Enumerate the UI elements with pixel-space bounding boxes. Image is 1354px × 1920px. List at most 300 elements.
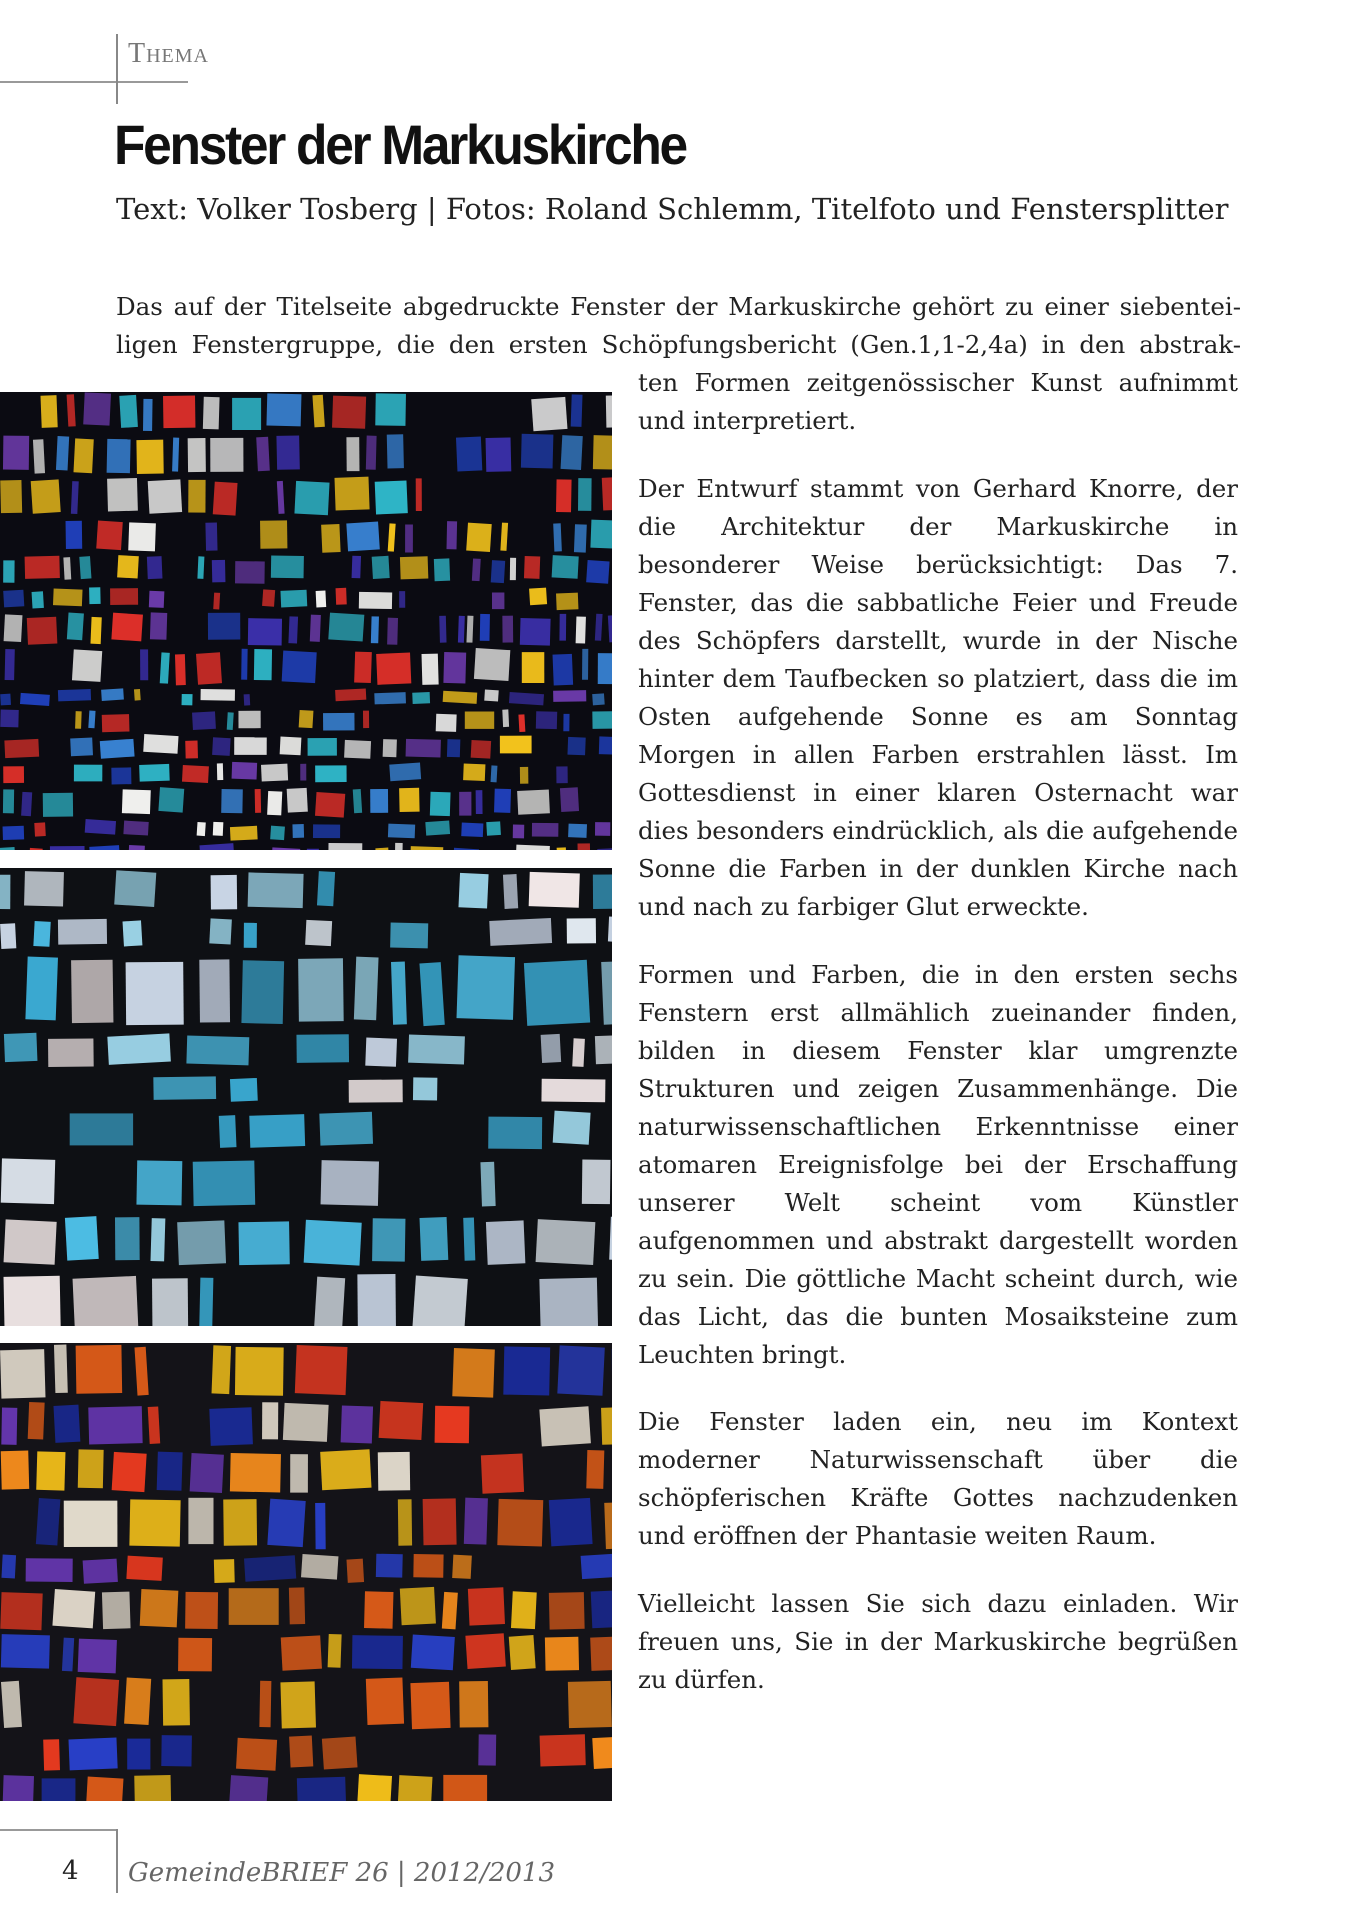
- glass-tile: [32, 591, 44, 608]
- glass-tile: [541, 1079, 605, 1102]
- glass-tile: [158, 787, 184, 812]
- glass-tile: [36, 1498, 61, 1546]
- glass-tile: [480, 1162, 495, 1207]
- glass-tile: [488, 1117, 542, 1149]
- glass-tile: [185, 741, 198, 759]
- glass-tile: [262, 1402, 278, 1439]
- glass-tile: [559, 614, 566, 641]
- glass-tile: [58, 689, 91, 701]
- glass-tile: [197, 822, 206, 836]
- glass-tile: [128, 522, 156, 551]
- glass-tile: [439, 616, 446, 643]
- glass-tile: [434, 558, 450, 581]
- glass-tile: [3, 590, 24, 608]
- glass-tile: [34, 822, 45, 836]
- glass-tile: [78, 1449, 104, 1488]
- glass-tile: [208, 613, 240, 640]
- glass-tile: [387, 618, 398, 645]
- glass-tile: [24, 871, 64, 906]
- glass-tile: [359, 592, 392, 609]
- glass-tile: [502, 616, 513, 643]
- glass-tile: [182, 765, 209, 783]
- glass-tile: [287, 788, 308, 813]
- glass-tile: [152, 1278, 188, 1326]
- glass-tile: [298, 958, 344, 1021]
- glass-tile: [53, 589, 83, 607]
- glass-tile: [0, 875, 10, 909]
- glass-tile: [595, 1034, 612, 1064]
- glass-tile: [79, 556, 91, 579]
- glass-tile: [119, 395, 138, 428]
- glass-tile: [305, 920, 332, 946]
- glass-tile: [545, 1637, 579, 1671]
- glass-tile: [321, 1160, 379, 1206]
- glass-tile: [591, 1590, 612, 1628]
- glass-tile: [232, 762, 258, 780]
- glass-tile: [574, 524, 587, 552]
- paragraph-5: Vielleicht lassen Sie sich dazu einladen. Wir freuen uns, Sie in der Markuskirche begrüßen zu dürfen.: [638, 1589, 1238, 1694]
- glass-tile: [357, 1274, 396, 1326]
- glass-tile: [140, 1589, 179, 1627]
- glass-tile: [292, 824, 304, 838]
- glass-tile: [435, 1406, 470, 1444]
- glass-tile: [143, 734, 178, 754]
- glass-tile: [412, 1276, 468, 1326]
- glass-tile: [3, 436, 29, 470]
- glass-tile: [280, 737, 302, 756]
- glass-tile: [561, 435, 583, 470]
- glass-tile: [223, 1499, 257, 1546]
- glass-tile: [352, 556, 361, 579]
- glass-tile: [122, 789, 151, 814]
- glass-tile: [553, 690, 586, 702]
- glass-tile: [136, 1160, 182, 1205]
- glass-tile: [63, 557, 71, 580]
- glass-tile: [497, 1499, 543, 1547]
- glass-tile: [353, 789, 362, 813]
- glass-tile: [199, 1278, 213, 1326]
- glass-tile: [3, 560, 14, 582]
- glass-tile: [281, 1635, 322, 1670]
- glass-tile: [308, 738, 337, 756]
- glass-tile: [238, 711, 260, 728]
- glass-tile: [102, 1592, 131, 1630]
- glass-tile: [459, 792, 471, 816]
- glass-tile: [71, 960, 113, 1023]
- glass-tile: [472, 558, 481, 581]
- glass-tile: [568, 1681, 612, 1728]
- glass-tile: [90, 617, 101, 644]
- glass-tile: [346, 1559, 364, 1583]
- glass-tile: [452, 1348, 495, 1398]
- glass-tile: [335, 688, 366, 701]
- glass-tile: [387, 434, 404, 468]
- glass-tile: [371, 616, 379, 643]
- glass-tile: [406, 739, 441, 758]
- glass-tile: [96, 521, 123, 551]
- glass-tile: [370, 789, 388, 813]
- glass-tile: [161, 1735, 192, 1766]
- glass-tile: [388, 824, 415, 839]
- glass-tile: [64, 1501, 118, 1547]
- glass-tile: [4, 1033, 38, 1062]
- glass-tile: [425, 820, 450, 835]
- glass-tile: [157, 1452, 183, 1491]
- glass-tile: [72, 649, 102, 682]
- glass-tile: [42, 1778, 76, 1801]
- paragraph-3: Formen und Farben, die in den ersten sechs Fenstern erst allmählich zueinander finden, bilden in diesem Fenster klar umgrenzte Strukturen und zeigen Zusammenhänge. Die naturwissenschaftlichen Erkenntnisse einer atomaren Ereignisfolge bei der Erschaffung unserer Welt scheint vom Künstler aufgenommen und abstrakt dargestellt worden zu sein. Die göttliche Macht scheint durch, wie das Licht, das die bunten Mosaiksteine zum Leuchten bringt.: [638, 960, 1238, 1369]
- glass-tile: [53, 1405, 80, 1443]
- glass-tile: [578, 478, 592, 511]
- glass-tile: [363, 711, 369, 728]
- glass-tile: [188, 438, 206, 472]
- glass-tile: [43, 793, 73, 817]
- glass-tile: [395, 843, 403, 850]
- glass-tile: [572, 1038, 585, 1067]
- paragraph-4: Die Fenster laden ein, neu im Kontext moderner Naturwissenschaft über die schöpferischen Kräfte Gottes nachzudenken und eröffnen der Phantasie weiten Raum.: [638, 1407, 1238, 1550]
- glass-tile: [140, 649, 148, 680]
- glass-tile: [110, 588, 138, 605]
- glass-tile: [188, 480, 205, 513]
- glass-tile: [270, 826, 285, 840]
- glass-tile: [301, 1554, 338, 1580]
- glass-tile: [102, 714, 130, 732]
- glass-tile: [299, 710, 314, 728]
- glass-tile: [549, 1498, 593, 1547]
- glass-tile: [235, 561, 265, 584]
- glass-tile: [266, 393, 301, 426]
- glass-tile: [471, 740, 491, 759]
- glass-tile: [474, 648, 510, 681]
- glass-tile: [70, 738, 93, 757]
- glass-tile: [586, 1450, 604, 1489]
- header-rule: [0, 81, 188, 83]
- glass-tile: [295, 1345, 348, 1395]
- glass-tile: [107, 478, 138, 512]
- glass-tile: [85, 1777, 124, 1801]
- glass-tile: [282, 651, 317, 684]
- glass-tile: [346, 521, 379, 551]
- glass-tile: [4, 614, 23, 642]
- glass-tile: [412, 692, 430, 704]
- glass-tile: [436, 714, 457, 732]
- glass-tile: [486, 1220, 525, 1264]
- glass-tile: [217, 763, 223, 780]
- glass-tile: [468, 1587, 505, 1625]
- glass-tile: [193, 1161, 256, 1207]
- glass-tile: [0, 694, 11, 706]
- glass-tile: [58, 919, 107, 945]
- glass-tile: [356, 1774, 392, 1801]
- glass-tile: [481, 1454, 524, 1494]
- glass-tile: [4, 1276, 61, 1326]
- mosaic-image-3: [0, 1343, 612, 1801]
- glass-tile: [83, 1559, 118, 1584]
- glass-tile: [372, 556, 390, 579]
- glass-tile: [536, 711, 557, 729]
- glass-tile: [65, 1216, 99, 1261]
- glass-tile: [372, 1218, 405, 1261]
- glass-tile: [313, 824, 340, 838]
- glass-tile: [147, 556, 163, 579]
- glass-tile: [408, 1035, 465, 1065]
- glass-tile: [352, 1635, 403, 1669]
- glass-tile: [112, 1452, 147, 1492]
- glass-tile: [383, 739, 397, 757]
- glass-tile: [524, 556, 540, 579]
- glass-tile: [5, 649, 15, 680]
- glass-tile: [491, 765, 498, 782]
- glass-tile: [214, 1559, 235, 1583]
- glass-tile: [241, 649, 247, 680]
- glass-tile: [354, 652, 372, 683]
- glass-tile: [162, 1679, 189, 1726]
- glass-tile: [100, 739, 135, 759]
- glass-tile: [68, 1738, 117, 1771]
- glass-tile: [1, 1408, 17, 1445]
- glass-tile: [592, 711, 612, 729]
- glass-tile: [349, 1080, 403, 1103]
- glass-tile: [219, 1115, 237, 1148]
- glass-tile: [211, 875, 238, 910]
- glass-tile: [419, 1217, 448, 1261]
- glass-tile: [442, 1592, 458, 1630]
- glass-tile: [322, 1736, 358, 1769]
- glass-tile: [457, 955, 516, 1020]
- glass-tile: [376, 653, 411, 685]
- glass-tile: [553, 654, 574, 686]
- glass-tile: [568, 824, 587, 838]
- glass-tile: [459, 1681, 488, 1728]
- glass-tile: [513, 825, 525, 839]
- glass-tile: [88, 711, 95, 729]
- glass-tile: [379, 1401, 424, 1440]
- glass-tile: [76, 1345, 123, 1394]
- glass-tile: [31, 479, 61, 513]
- glass-tile: [556, 766, 568, 783]
- glass-tile: [212, 560, 226, 583]
- glass-tile: [70, 1113, 133, 1145]
- glass-tile: [1, 1554, 16, 1578]
- glass-tile: [227, 712, 234, 730]
- glass-tile: [260, 520, 287, 548]
- glass-tile: [576, 616, 586, 643]
- glass-tile: [465, 712, 494, 729]
- glass-tile: [0, 710, 19, 728]
- glass-tile: [494, 789, 511, 813]
- glass-tile: [111, 613, 143, 642]
- glass-tile: [606, 395, 612, 428]
- glass-tile: [582, 649, 588, 680]
- glass-tile: [123, 920, 143, 946]
- glass-tile: [43, 1739, 60, 1770]
- glass-tile: [364, 1591, 393, 1628]
- glass-tile: [316, 590, 327, 607]
- glass-tile: [107, 1033, 171, 1064]
- glass-tile: [54, 1345, 68, 1394]
- glass-tile: [592, 693, 605, 705]
- glass-tile: [466, 616, 473, 643]
- glass-tile: [127, 1739, 150, 1770]
- glass-tile: [0, 1349, 45, 1398]
- glass-tile: [73, 1276, 139, 1326]
- glass-tile: [261, 764, 288, 782]
- glass-tile: [399, 591, 405, 608]
- glass-tile: [520, 767, 529, 784]
- glass-tile: [85, 819, 116, 835]
- glass-tile: [567, 918, 596, 943]
- glass-tile: [48, 1038, 94, 1067]
- intro-continuation: ten Formen zeitgenössischer Kunst aufnimmt und interpretiert.: [638, 368, 1238, 435]
- glass-tile: [399, 788, 419, 812]
- glass-tile: [341, 1405, 373, 1443]
- glass-tile: [228, 1775, 269, 1801]
- glass-tile: [532, 823, 559, 837]
- glass-tile: [267, 791, 282, 815]
- publication-name: GemeindeBRIEF 26 | 2012/2013: [128, 1858, 555, 1888]
- glass-tile: [280, 590, 307, 608]
- glass-tile: [557, 1345, 605, 1395]
- glass-tile: [148, 1406, 160, 1444]
- glass-tile: [486, 437, 512, 471]
- glass-tile: [503, 874, 518, 909]
- glass-tile: [539, 1278, 598, 1326]
- glass-tile: [328, 1634, 342, 1668]
- glass-tile: [491, 560, 505, 583]
- glass-tile: [67, 612, 84, 640]
- glass-tile: [201, 689, 235, 701]
- glass-tile: [458, 616, 465, 643]
- glass-tile: [4, 739, 39, 758]
- glass-tile: [175, 654, 186, 685]
- glass-tile: [88, 1406, 142, 1444]
- glass-tile: [553, 523, 562, 551]
- glass-tile: [400, 556, 428, 579]
- glass-tile: [290, 1454, 308, 1492]
- glass-tile: [255, 789, 261, 813]
- glass-tile: [2, 1775, 34, 1801]
- glass-tile: [563, 714, 569, 731]
- glass-tile: [249, 1114, 305, 1148]
- glass-tile: [177, 1220, 226, 1265]
- glass-tile: [391, 962, 407, 1025]
- glass-tile: [539, 1406, 591, 1446]
- glass-tile: [134, 689, 141, 701]
- glass-tile: [509, 1635, 536, 1670]
- glass-tile: [221, 789, 243, 813]
- glass-tile: [314, 1277, 346, 1326]
- glass-tile: [405, 524, 413, 552]
- glass-tile: [213, 482, 238, 516]
- intro-line-1: Das auf der Titelseite abgedruckte Fenster der Markuskirche gehört zu einer siebentei-: [116, 292, 1241, 321]
- glass-tile: [172, 437, 179, 471]
- glass-tile: [178, 1638, 212, 1672]
- glass-tile: [582, 1160, 611, 1205]
- stained-glass-photo-2: [0, 868, 612, 1326]
- glass-tile: [238, 1221, 289, 1265]
- glass-tile: [599, 736, 612, 754]
- glass-tile: [310, 615, 321, 642]
- glass-tile: [134, 1775, 171, 1801]
- glass-tile: [375, 480, 408, 514]
- glass-tile: [465, 1633, 505, 1669]
- glass-tile: [366, 1677, 404, 1725]
- glass-tile: [149, 591, 165, 608]
- footer-vertical-rule: [116, 1829, 118, 1893]
- glass-tile: [20, 693, 50, 706]
- glass-tile: [280, 1681, 316, 1728]
- glass-tile: [540, 1734, 586, 1766]
- glass-tile: [518, 714, 525, 732]
- glass-tile: [456, 437, 482, 472]
- glass-tile: [188, 1498, 213, 1544]
- glass-tile: [0, 480, 22, 513]
- glass-tile: [163, 396, 195, 429]
- glass-tile: [50, 846, 85, 850]
- glass-tile: [143, 399, 153, 431]
- glass-tile: [111, 767, 131, 784]
- glass-tile: [209, 1407, 253, 1446]
- glass-tile: [593, 435, 612, 469]
- glass-tile: [447, 739, 460, 757]
- intro-line-2: ligen Fenstergruppe, die den ersten Schöpfungsbericht (Gen.1,1-2,4a) in den abstrak-: [116, 330, 1241, 359]
- glass-tile: [556, 593, 578, 610]
- glass-tile: [117, 555, 139, 578]
- glass-tile: [129, 845, 145, 850]
- glass-tile: [244, 923, 257, 948]
- header-vertical-rule: [116, 34, 118, 104]
- glass-tile: [289, 1587, 305, 1624]
- glass-tile: [197, 556, 204, 579]
- glass-tile: [602, 477, 612, 510]
- glass-tile: [529, 588, 547, 606]
- glass-tile: [33, 921, 50, 947]
- glass-tile: [115, 1217, 140, 1260]
- glass-tile: [536, 1219, 596, 1265]
- glass-tile: [52, 1589, 95, 1628]
- glass-tile: [36, 1451, 65, 1490]
- glass-tile: [212, 1345, 232, 1394]
- glass-tile: [593, 874, 612, 909]
- glass-tile: [416, 478, 422, 511]
- glass-tile: [40, 395, 57, 428]
- glass-tile: [423, 1498, 457, 1545]
- glass-tile: [75, 711, 82, 729]
- glass-tile: [304, 1220, 362, 1266]
- glass-tile: [78, 1639, 117, 1674]
- glass-tile: [74, 765, 102, 782]
- glass-tile: [190, 1453, 224, 1493]
- glass-tile: [62, 1638, 74, 1672]
- glass-tile: [150, 1218, 165, 1261]
- glass-tile: [244, 1555, 296, 1581]
- glass-tile: [205, 523, 217, 551]
- glass-tile: [529, 872, 580, 908]
- glass-tile: [315, 765, 346, 782]
- glass-tile: [209, 918, 232, 944]
- glass-tile: [289, 1736, 313, 1768]
- glass-tile: [422, 654, 439, 685]
- glass-tile: [114, 870, 156, 907]
- glass-tile: [590, 1637, 612, 1671]
- glass-tile: [283, 1403, 329, 1442]
- glass-tile: [160, 652, 170, 683]
- glass-tile: [480, 614, 490, 641]
- glass-tile: [212, 737, 231, 756]
- glass-tile: [235, 1347, 284, 1396]
- glass-tile: [486, 821, 501, 835]
- glass-tile: [378, 1452, 410, 1491]
